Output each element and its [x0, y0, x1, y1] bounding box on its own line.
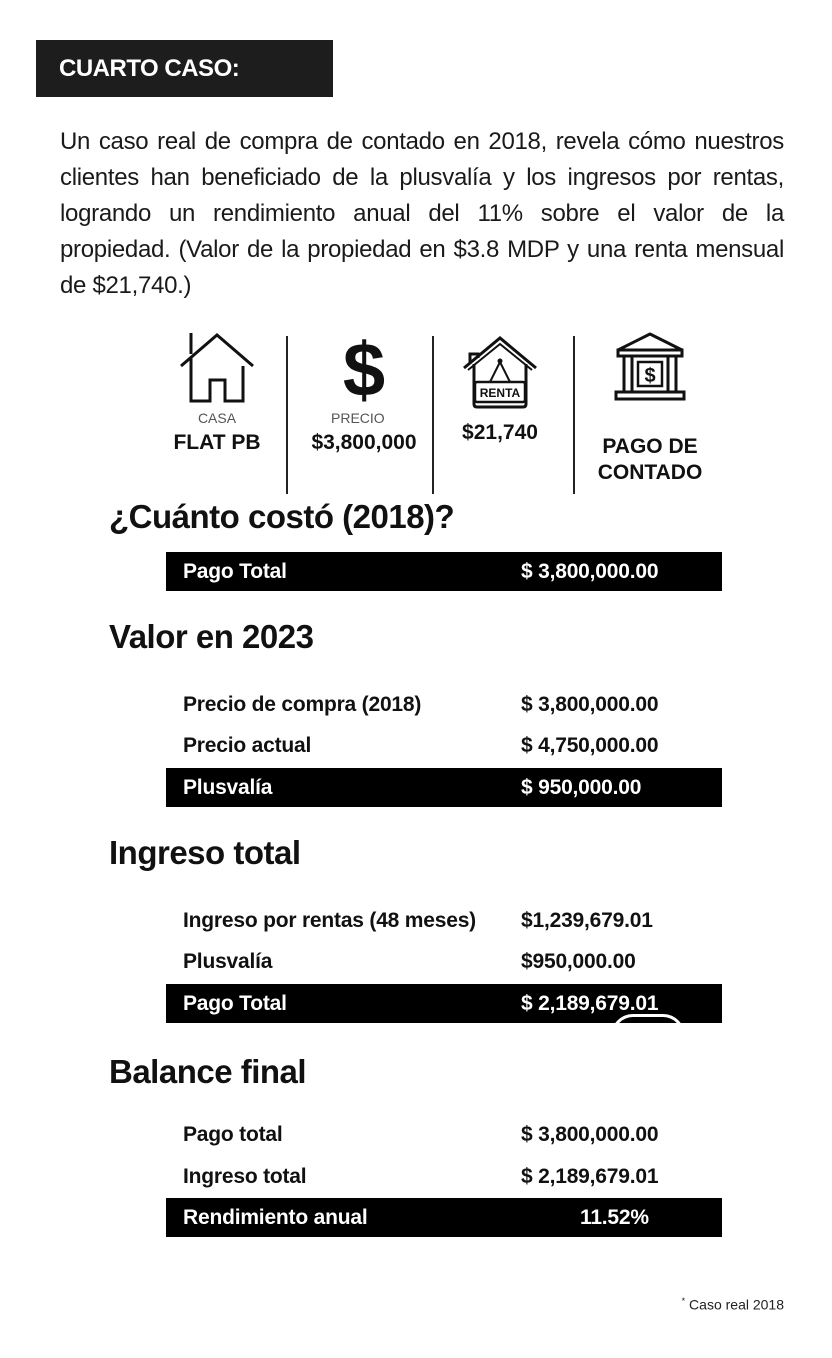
row-label: Ingreso por rentas (48 meses): [183, 909, 476, 932]
value-2023-row: [166, 685, 722, 724]
row-label: Ingreso total: [183, 1165, 307, 1188]
footnote-text: Caso real 2018: [689, 1296, 784, 1313]
casa-column: [165, 330, 269, 456]
divider: [286, 336, 288, 494]
final-balance-row: [166, 1157, 722, 1196]
row-value: $ 3,800,000.00: [521, 693, 659, 716]
row-label: Rendimiento anual: [183, 1206, 368, 1229]
dollar-icon: [322, 330, 406, 404]
row-value: $950,000.00: [521, 950, 636, 973]
footnote-mark: *: [681, 1296, 686, 1306]
bank-icon: [608, 330, 692, 404]
svg-text:$: $: [644, 365, 656, 387]
footnote: [682, 1296, 784, 1313]
rent-sign-house-icon: [458, 330, 542, 410]
rent-sign-text: RENTA: [479, 386, 521, 400]
intro-paragraph: Un caso real de compra de contado en 2018, revela cómo nuestros clientes han beneficiado de la plusvalía y los ingresos por rentas, logrando un rendimiento anual del 11% sobre el valor de la propiedad. (Valor de la propiedad en $3.8 MDP y una renta mensual de $21,740.): [60, 128, 784, 299]
case-banner: [36, 40, 333, 97]
row-label: Pago total: [183, 1123, 283, 1146]
summary-icon-row: [165, 330, 725, 495]
precio-column: [299, 330, 429, 456]
house-icon: [175, 330, 259, 404]
row-label: Plusvalía: [183, 776, 273, 799]
casa-small-label: CASA: [197, 410, 237, 426]
final-balance-title: Balance final: [109, 1053, 307, 1090]
casa-value: FLAT PB: [173, 431, 261, 454]
row-label: Precio actual: [183, 734, 312, 757]
row-value: $ 950,000.00: [521, 776, 642, 799]
pago-value-line1: PAGO DE: [602, 435, 698, 458]
cost-2018-total-row: [166, 552, 722, 591]
value-2023-row: [166, 726, 722, 765]
row-label: Pago Total: [183, 992, 287, 1015]
pago-column: [585, 330, 715, 486]
precio-value: $3,800,000: [311, 431, 417, 454]
value-2023-title: Valor en 2023: [109, 618, 314, 655]
row-value: $ 4,750,000.00: [521, 734, 659, 757]
row-label: Precio de compra (2018): [183, 693, 422, 716]
precio-small-label: PRECIO: [331, 410, 385, 426]
row-label: Plusvalía: [183, 950, 273, 973]
row-value: $ 3,800,000.00: [521, 560, 659, 583]
final-balance-total-row: [166, 1198, 722, 1237]
total-income-title: Ingreso total: [109, 834, 301, 871]
row-value: $1,239,679.01: [521, 909, 653, 932]
total-income-row: [166, 942, 722, 981]
renta-value: $21,740: [462, 421, 538, 444]
row-label: Pago Total: [183, 560, 287, 583]
row-value: $ 2,189,679.01: [521, 1165, 659, 1188]
cost-2018-title: ¿Cuánto costó (2018)?: [109, 498, 455, 535]
value-2023-total-row: [166, 768, 722, 807]
total-income-row: [166, 901, 722, 940]
renta-column: [445, 330, 555, 446]
case-label: CUARTO CASO:: [59, 55, 240, 82]
highlight-circle-mark: [611, 1014, 685, 1036]
divider: [573, 336, 575, 494]
row-value: $ 2,189,679.01: [521, 992, 659, 1015]
row-value: $ 3,800,000.00: [521, 1123, 659, 1146]
pago-value-line2: CONTADO: [597, 461, 703, 484]
svg-text:$: $: [342, 330, 386, 404]
row-value: 11.52%: [580, 1206, 649, 1229]
divider: [432, 336, 434, 494]
final-balance-row: [166, 1115, 722, 1154]
